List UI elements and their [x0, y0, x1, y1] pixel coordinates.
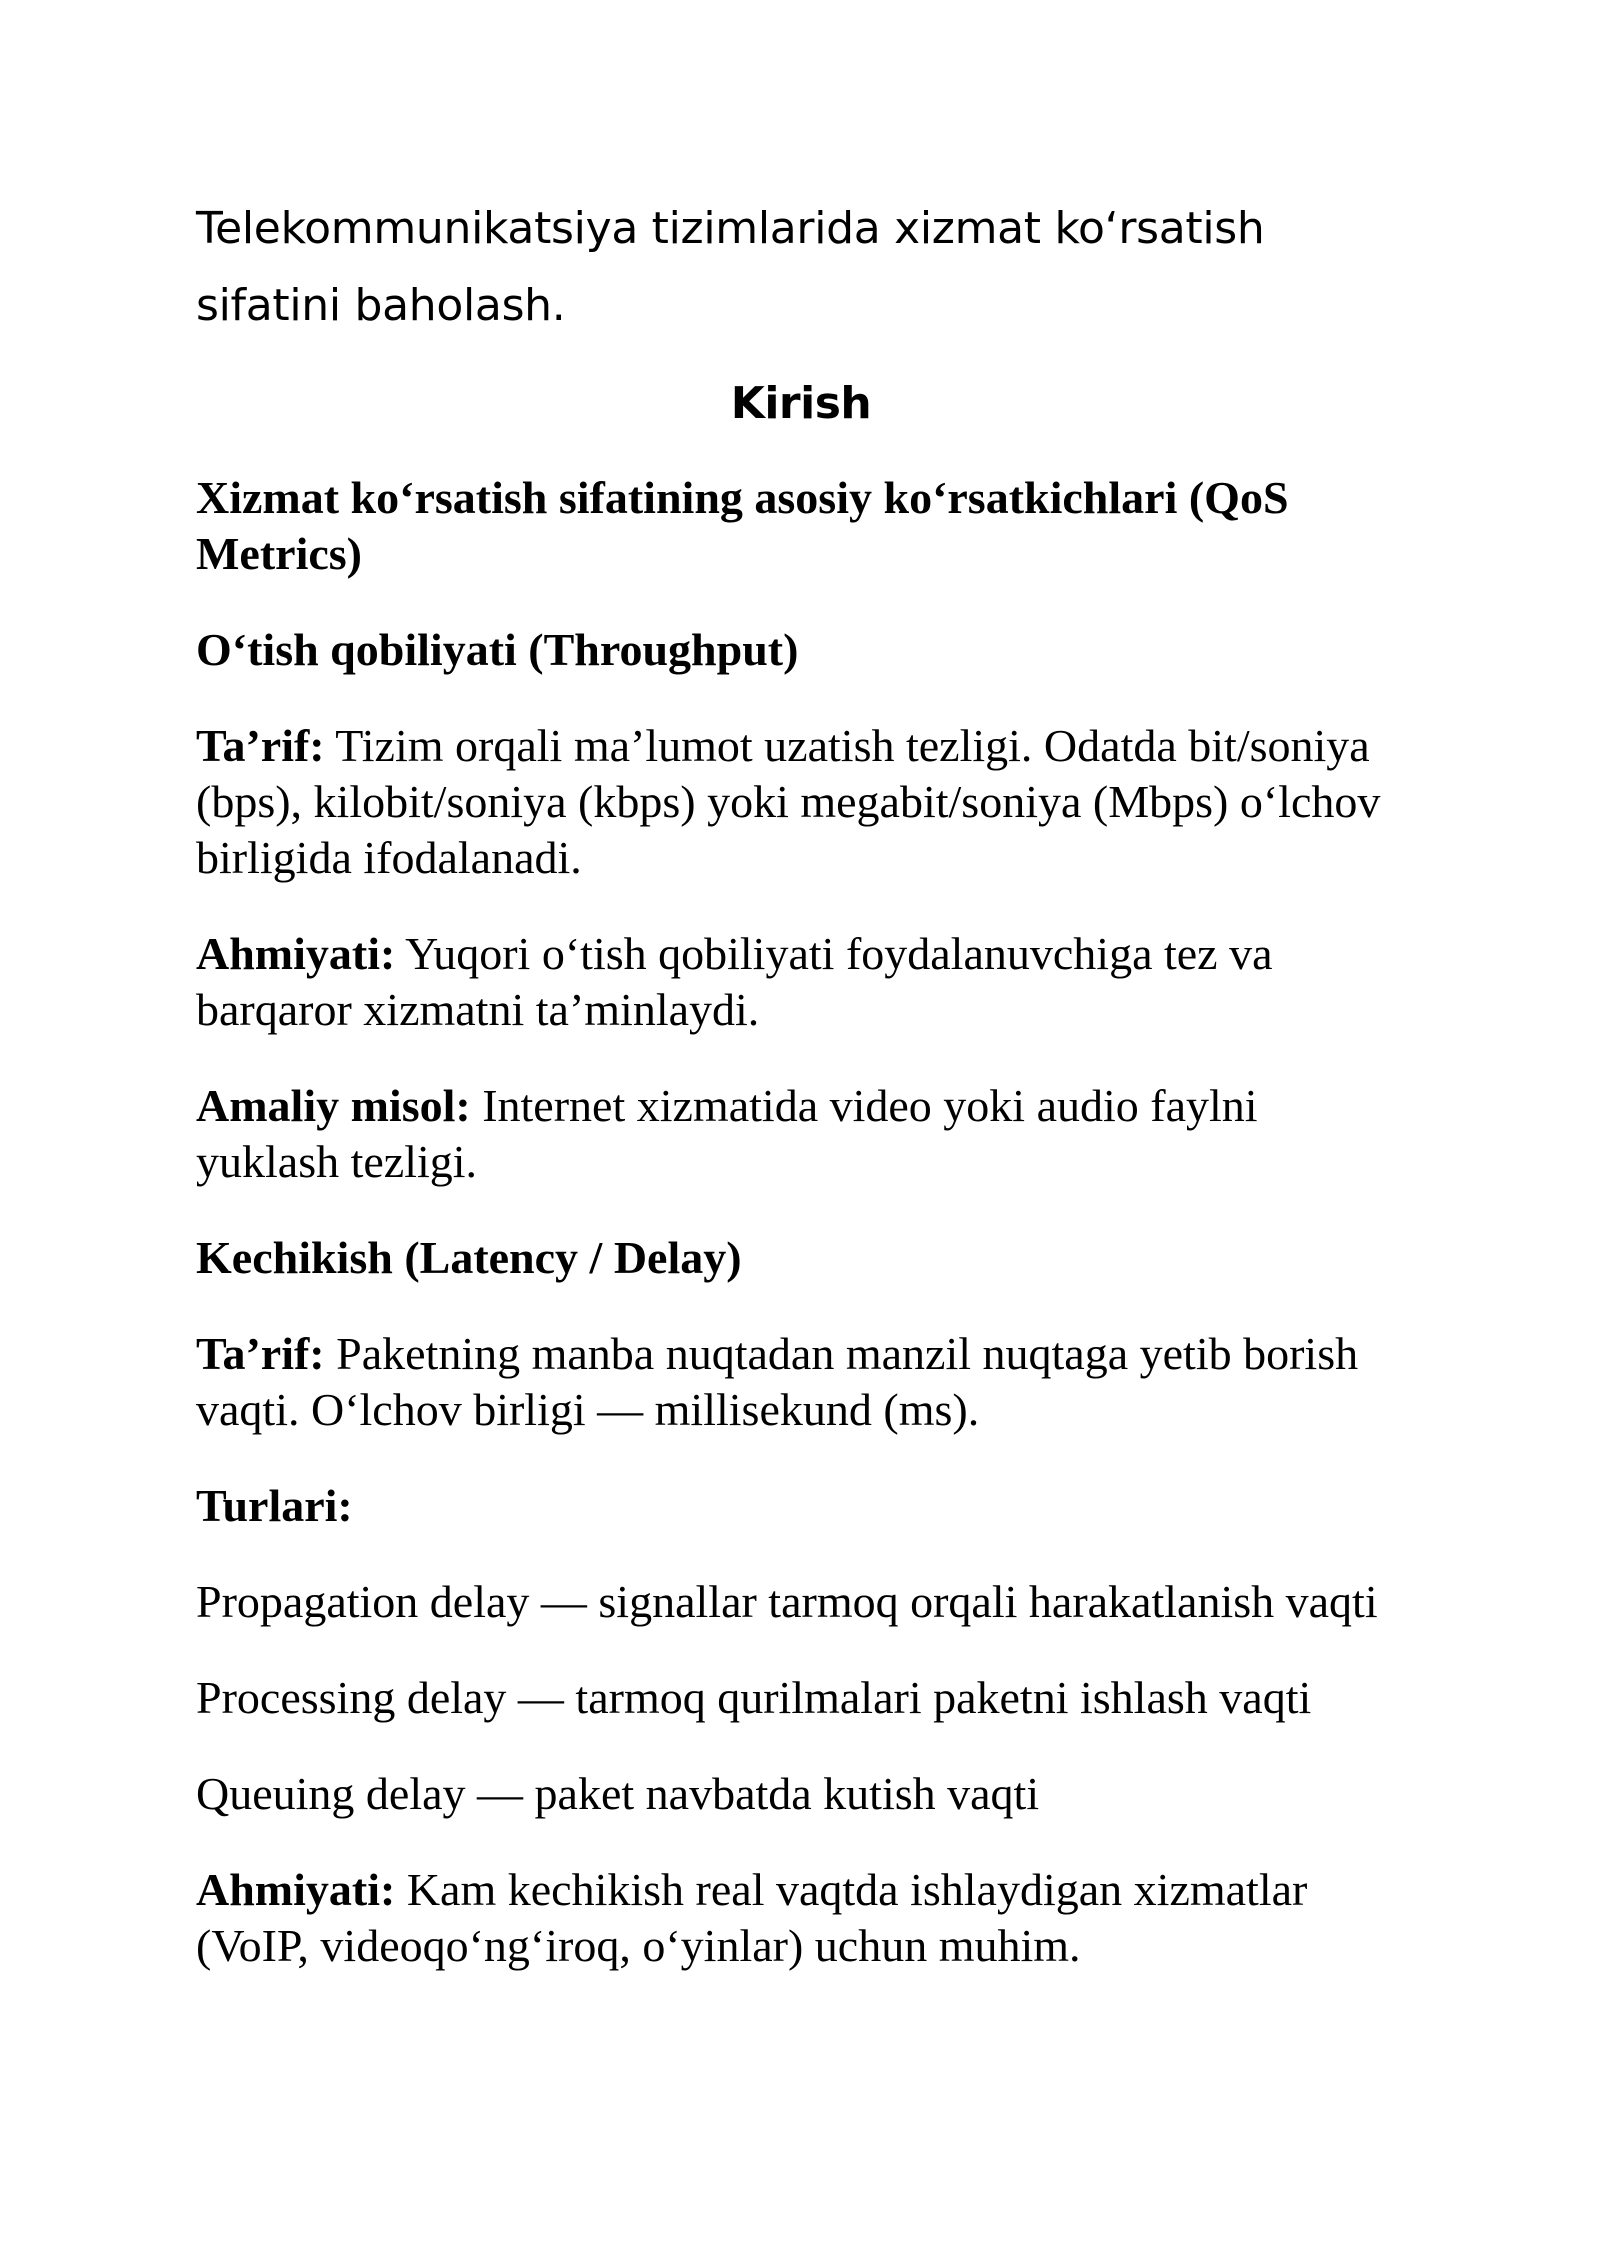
intro-heading: Kirish: [730, 378, 872, 429]
example-text: Internet xizmatida video yoki audio faylni yuklash tezligi.: [196, 1080, 1258, 1187]
throughput-importance: [196, 926, 1406, 1038]
latency-type-item: Queuing delay — paket navbatda kutish vaqti: [196, 1768, 1040, 1819]
latency-type-item: Propagation delay — signallar tarmoq orqali harakatlanish vaqti: [196, 1576, 1378, 1627]
example-label: Amaliy misol:: [196, 1080, 471, 1131]
importance-label: Ahmiyati:: [196, 1864, 396, 1915]
definition-label: Ta’rif:: [196, 1328, 325, 1379]
definition-text: Tizim orqali ma’lumot uzatish tezligi. Odatda bit/soniya (bps), kilobit/soniya (kbps) yoki megabit/soniya (Mbps) oʻlchov birligida ifodalanadi.: [196, 720, 1381, 883]
latency-type-item: Processing delay — tarmoq qurilmalari paketni ishlash vaqti: [196, 1672, 1312, 1723]
throughput-definition: [196, 718, 1406, 886]
latency-importance: [196, 1862, 1406, 1974]
definition-label: Ta’rif:: [196, 720, 325, 771]
importance-text: Yuqori oʻtish qobiliyati foydalanuvchiga tez va barqaror xizmatni ta’minlaydi.: [196, 928, 1273, 1035]
importance-text: Kam kechikish real vaqtda ishlaydigan xizmatlar (VoIP, videoqoʻngʻiroq, oʻyinlar) uchun muhim.: [196, 1864, 1308, 1971]
document-page: [196, 190, 1406, 1974]
throughput-heading: Oʻtish qobiliyati (Throughput): [196, 624, 799, 675]
definition-text: Paketning manba nuqtadan manzil nuqtaga yetib borish vaqti. Oʻlchov birligi — millisekund (ms).: [196, 1328, 1359, 1435]
throughput-example: [196, 1078, 1406, 1190]
section-heading: Xizmat koʻrsatish sifatining asosiy koʻrsatkichlari (QoS Metrics): [196, 472, 1289, 579]
latency-heading: Kechikish (Latency / Delay): [196, 1232, 742, 1283]
document-title: Telekommunikatsiya tizimlarida xizmat koʻrsatish sifatini baholash.: [196, 203, 1265, 331]
importance-label: Ahmiyati:: [196, 928, 396, 979]
latency-definition: [196, 1326, 1406, 1438]
latency-types-heading: Turlari:: [196, 1480, 353, 1531]
